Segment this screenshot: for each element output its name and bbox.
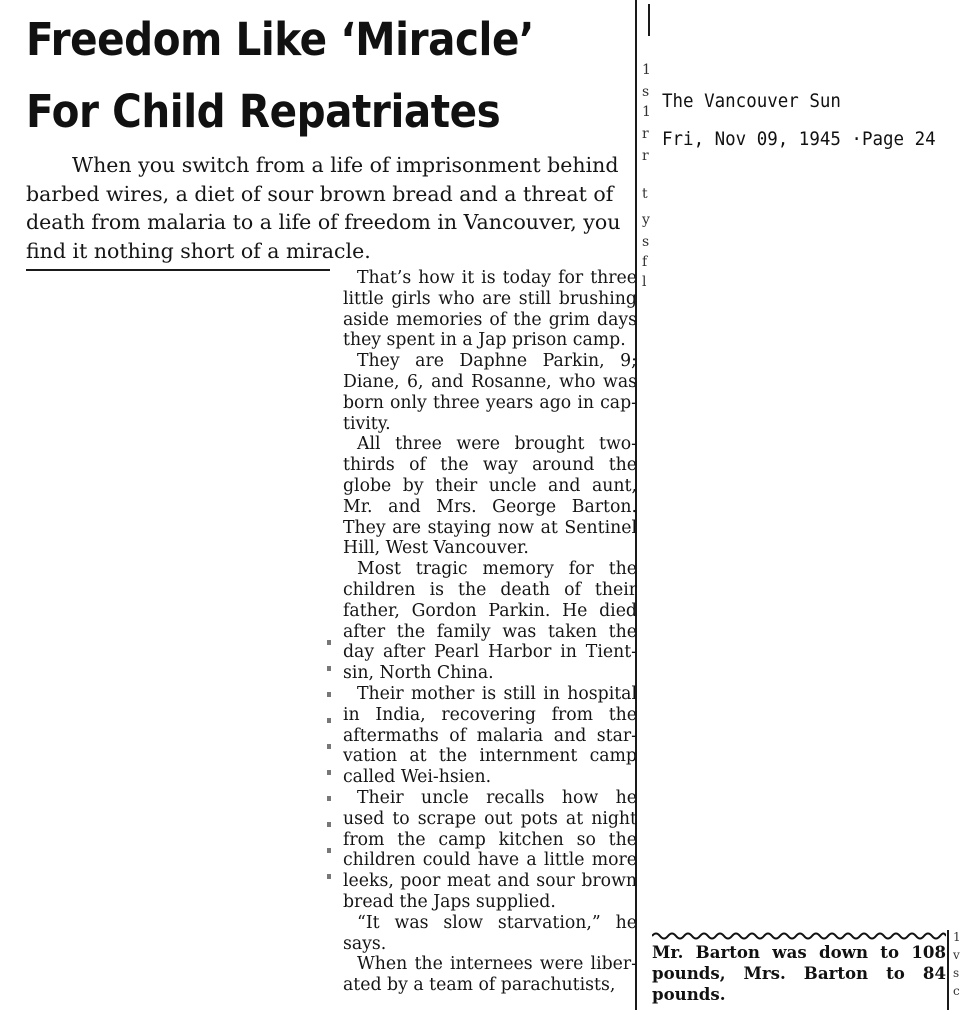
article-line: ated by a team of parachutists, [343,975,616,996]
lead-line: death from malaria to a life of freedom in Vancouver, you [26,210,621,234]
column-rule-far-right [947,930,949,1010]
edge-fragment: s [953,966,960,980]
article-line: vation at the internment camp [343,746,637,767]
edge-fragment: s [642,234,650,250]
article-line: children is the death of their [343,579,637,600]
article-line: globe by their uncle and aunt, [343,475,637,496]
newspaper-name: The Vancouver Sun [662,90,841,112]
article-line: after the family was taken the [343,621,637,642]
article-line: says. [343,933,387,954]
headline-line-1: Freedom Like ‘Miracle’ [26,13,534,66]
article-line: used to scrape out pots at night [343,808,637,829]
article-line: Hill, West Vancouver. [343,538,529,559]
article-line: All three were brought two- [357,434,637,455]
wavy-divider-icon [652,930,946,942]
edge-fragment: v [953,948,960,962]
article-line: bread the Japs supplied. [343,891,556,912]
edge-fragment: 1 [642,62,651,78]
article-line: Most tragic memory for the [357,559,637,580]
article-body [343,268,637,996]
edge-fragment: 1 [953,930,961,944]
article-line: Their uncle recalls how he [357,787,637,808]
article-line: Diane, 6, and Rosanne, who was [343,371,637,392]
article-line: Their mother is still in hospital [357,683,637,704]
article-line: leeks, poor meat and sour brown [343,871,637,892]
lead-line: find it nothing short of a miracle. [26,238,371,263]
article-line: thirds of the way around the [343,455,637,476]
article-line: in India, recovering from the [343,704,637,725]
lead-divider-rule [26,269,330,271]
edge-fragment: f [642,254,648,270]
article-line: children could have a little more [343,850,637,871]
article-line: from the camp kitchen so the [343,829,637,850]
adjacent-line: pounds. [652,984,726,1004]
article-line: born only three years ago in cap- [343,392,637,413]
edge-fragment: s [642,84,650,100]
adjacent-article-snippet [652,930,946,1005]
article-line: That’s how it is today for three [357,268,637,288]
dateline: Fri, Nov 09, 1945 ·Page 24 [662,128,936,150]
lead-paragraph [26,151,636,265]
edge-fragment: t [642,186,648,202]
article-line: aftermaths of malaria and star- [343,725,637,746]
article-line: aside memories of the grim days [343,309,637,330]
article-line: “It was slow starvation,” he [357,912,637,933]
adjacent-line: pounds, Mrs. Barton to 84 [652,963,946,983]
article-line: little girls who are still brushing [343,288,637,309]
gutter-flecks [327,640,331,900]
article-line: They are Daphne Parkin, 9; [357,351,637,372]
headline-line-2: For Child Repatriates [26,85,501,138]
edge-fragment: y [642,212,650,228]
article-line: They are staying now at Sentinel [343,517,637,538]
article-line: sin, North China. [343,663,494,684]
article-line: they spent in a Jap prison camp. [343,330,626,351]
article-line: When the internees were liber- [357,954,637,975]
article-body-column [343,268,637,996]
article-line: father, Gordon Parkin. He died [343,600,637,621]
edge-fragment: r [642,126,649,142]
edge-fragment: 1 [642,104,651,120]
edge-mark [648,4,650,36]
article-line: day after Pearl Harbor in Tient- [343,642,637,663]
adjacent-line: Mr. Barton was down to 108 [652,942,946,962]
edge-fragment: c [953,984,960,998]
article-line: Mr. and Mrs. George Barton. [343,496,637,517]
edge-fragment: l [642,274,647,290]
article-line: called Wei-hsien. [343,767,492,788]
article-line: tivity. [343,413,391,434]
lead-line: barbed wires, a diet of sour brown bread and a threat of [26,181,614,206]
edge-fragment: r [642,148,649,164]
lead-line: When you switch from a life of imprisonment behind [72,153,619,177]
